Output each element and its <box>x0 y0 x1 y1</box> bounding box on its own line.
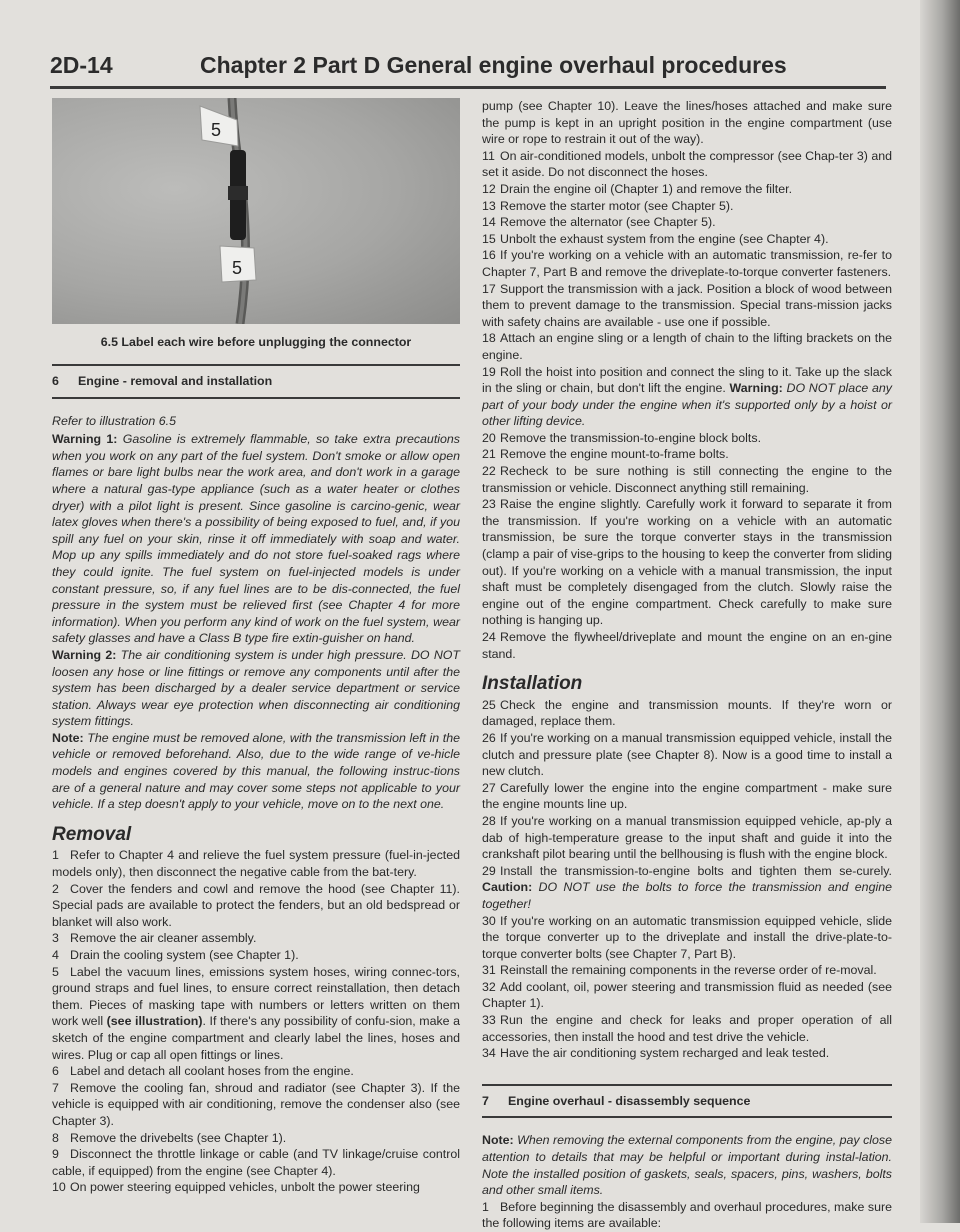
step-30: 30 If you're working on an automatic transmission equipped vehicle, slide the torque converter up to the driveplate and install the drive-plate-to-torque converter bolts (see Chapter 7, Part B). <box>482 913 892 961</box>
step-29: 29 Install the transmission-to-engine bolts and tighten them se-curely. Caution: DO NOT use the bolts to force the transmission and engine together! <box>482 863 892 911</box>
step-9: 9 Disconnect the throttle linkage or cable (and TV linkage/cruise control cable, if equipped) from the engine (see Chapter 4). <box>52 1147 460 1178</box>
step-31: 31 Reinstall the remaining components in the reverse order of re-moval. <box>482 963 877 978</box>
step-8: 8 Remove the drivebelts (see Chapter 1). <box>52 1130 287 1145</box>
step-10-continued: pump (see Chapter 10). Leave the lines/hoses attached and make sure the pump is kept in an upright position in the engine compartment (use wire or rope to restrain it out of the way). <box>482 99 892 147</box>
step-34: 34 Have the air conditioning system recharged and leak tested. <box>482 1046 830 1061</box>
step-2: 2 Cover the fenders and cowl and remove the hood (see Chapter 11). Special pads are available to protect the fenders, but an old bedspread or blanket will also work. <box>52 881 460 929</box>
step-14: 14 Remove the alternator (see Chapter 5). <box>482 215 716 230</box>
header-rule <box>50 86 886 89</box>
wire-tag-top: 5 <box>211 120 222 140</box>
step-5: 5 Label the vacuum lines, emissions system hoses, wiring connec-tors, ground straps and fuel lines, to ensure correct reinstallation, then detach them. Pieces of masking tape with numbers or letters written on them work well (see illustration). If there's any possibility of confu-sion, make a sketch of the engine compartment and clearly label the lines, hoses and wires. Plug or cap all open fittings or lines. <box>52 964 461 1062</box>
step-15: 15 Unbolt the exhaust system from the engine (see Chapter 4). <box>482 231 829 246</box>
page-header <box>50 52 886 86</box>
page-number: 2D-14 <box>50 52 113 78</box>
figure-caption: 6.5 Label each wire before unplugging the connector <box>100 335 412 349</box>
page-edge-shadow <box>920 0 960 1223</box>
section-7-note: Note: When removing the external components from the engine, pay close attention to details that may be helpful or important during instal-lation. Note the installed position of gaskets, seals, spacers, pins, washers, bolts and other small items. <box>482 1133 892 1198</box>
installation-heading: Installation <box>482 673 583 695</box>
step-27: 27 Carefully lower the engine into the engine compartment - make sure the engine mounts line up. <box>482 780 892 812</box>
step-33: 33 Run the engine and check for leaks and proper operation of all accessories, then install the hood and test drive the vehicle. <box>482 1013 892 1044</box>
section-heading <box>52 364 460 399</box>
section-7-title: Engine overhaul - disassembly sequence <box>508 1093 751 1108</box>
step-17: 17 Support the transmission with a jack. Position a block of wood between them to prevent damage to the transmission. Special trans-mission jacks with safety chains are available - use one if possible. <box>482 281 892 329</box>
step-7: 7 Remove the cooling fan, shroud and radiator (see Chapter 3). If the vehicle is equipped with air conditioning, remove the condenser also (see Chapter 3). <box>52 1080 460 1128</box>
note: Note: The engine must be removed alone, with the transmission left in the vehicle or removed beforehand. Also, due to the wide range of ve-hicle models and engines covered by this manual, the following instruc-tions are of a general nature and may cover some steps not applicable to your vehicle. If a step doesn't apply to your vehicle, move on to the next one. <box>52 730 460 812</box>
section-title: Engine - removal and installation <box>78 374 273 388</box>
wire-connector-illustration <box>52 98 460 324</box>
step-25: 25 Check the engine and transmission mounts. If they're worn or damaged, replace them. <box>482 697 892 729</box>
step-12: 12 Drain the engine oil (Chapter 1) and remove the filter. <box>482 181 793 196</box>
chapter-title: Chapter 2 Part D General engine overhaul procedures <box>200 52 787 78</box>
warning-1: Warning 1: Gasoline is extremely flammable, so take extra precautions when you work on any part of the fuel system. Don't smoke or allow open flames or bare light bulbs near the work area, and don't work in a garage where a natural gas-type appliance (such as a water heater or clothes dryer) with a pilot light is present. Since gasoline is carcino-genic, wear latex gloves when there's a possibility of being exposed to fuel, and, if you spill any fuel on your skin, rinse it off immediately with soap and water. Mop up any spills immediately and do not store fuel-soaked rags where they could ignite. The fuel system on fuel-injected models is under constant pressure, so, if any fuel lines are to be dis-connected, the fuel pressure in the system must be relieved first (see Chapter 4 for more information). When you perform any kind of work on the fuel system, wear safety glasses and have a Class B type fire extin-guisher on hand. <box>52 432 460 646</box>
step-10: 10 On power steering equipped vehicles, unbolt the power steering <box>52 1180 420 1195</box>
step-24: 24 Remove the flywheel/driveplate and mount the engine on an en-gine stand. <box>482 630 892 661</box>
step-19: 19 Roll the hoist into position and connect the sling to it. Take up the slack in the sling or chain, but don't lift the engine. Warning: DO NOT place any part of your body under the engine when it's supported only by a hoist or other lifting device. <box>482 364 892 429</box>
step-11: 11 On air-conditioned models, unbolt the compressor (see Chap-ter 3) and set it aside. Do not disconnect the hoses. <box>482 148 892 180</box>
step-18: 18 Attach an engine sling or a length of chain to the lifting brackets on the engine. <box>482 331 892 362</box>
step-16: 16 If you're working on a vehicle with an automatic transmission, re-fer to Chapter 7, Part B and remove the driveplate-to-torque converter fasteners. <box>482 248 892 279</box>
step-32: 32 Add coolant, oil, power steering and transmission fluid as needed (see Chapter 1). <box>482 979 892 1011</box>
section-7-heading <box>482 1084 892 1119</box>
step-23: 23 Raise the engine slightly. Carefully work it forward to separate it from the transmission. If you're working on a vehicle with an automatic transmission, be sure the torque converter stays in the transmission (clamp a pair of vise-grips to the housing to keep the converter from sliding out). If you're working on a vehicle with a manual transmission, the input shaft must be completely disengaged from the clutch. Slowly raise the engine out of the engine compartment. Check carefully to make sure nothing is hanging up. <box>482 497 892 628</box>
right-column <box>482 98 892 1232</box>
wire-tag-bottom: 5 <box>232 258 243 278</box>
section-7-step-1: 1 Before beginning the disassembly and overhaul procedures, make sure the following items are available: <box>482 1199 892 1231</box>
step-20: 20 Remove the transmission-to-engine block bolts. <box>482 430 762 445</box>
figure-photo <box>52 98 460 324</box>
step-1: 1 Refer to Chapter 4 and relieve the fuel system pressure (fuel-in-jected models only), then disconnect the negative cable from the bat-tery. <box>52 848 460 880</box>
step-21: 21 Remove the engine mount-to-frame bolts. <box>482 447 729 462</box>
step-28: 28 If you're working on a manual transmission equipped vehicle, ap-ply a dab of high-temperature grease to the input shaft and guide it into the crankshaft pilot bearing until the bellhousing is flush with the engine block. <box>482 813 892 862</box>
step-3: 3 Remove the air cleaner assembly. <box>52 931 257 946</box>
step-4: 4 Drain the cooling system (see Chapter 1). <box>52 948 299 962</box>
removal-heading: Removal <box>52 823 132 845</box>
step-6: 6 Label and detach all coolant hoses from the engine. <box>52 1064 354 1079</box>
section-number: 6 <box>52 374 59 388</box>
section-7-number: 7 <box>482 1093 489 1108</box>
step-13: 13 Remove the starter motor (see Chapter 5). <box>482 198 734 213</box>
step-26: 26 If you're working on a manual transmission equipped vehicle, install the clutch and pressure plate (see Chapter 8). Now is a good time to install a new clutch. <box>482 730 892 779</box>
warning-2: Warning 2: The air conditioning system is under high pressure. DO NOT loosen any hose or line fittings or remove any components until after the system has been discharged by a dealer service department or service station. Always wear eye protection when disconnecting air conditioning system fittings. <box>52 647 460 729</box>
step-22: 22 Recheck to be sure nothing is still connecting the engine to the transmission or vehicle. Disconnect anything still remaining. <box>482 464 892 495</box>
left-column <box>52 98 460 1196</box>
refer-note: Refer to illustration 6.5 <box>52 413 176 428</box>
